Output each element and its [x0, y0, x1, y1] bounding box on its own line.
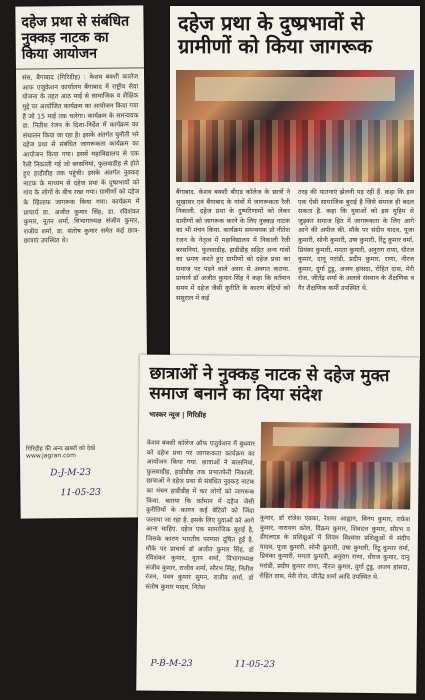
clipping2-column-right: तरह की यातनाएं झेलनी पड़ रही हैं. कहा कि इस एक ऐसी सामाजिक बुराई है जिसे समाज ही बदल सकता है. कहा कि युवाओं को इस मुहिम से जुड़कर समाज हित में जागरूकता के लिए आगे आने की अपील की. मौके पर संदीप यादव, पूजा कुमारी, सोनी कुमारी, उषा कुमारी, रिंटू कुमार वर्मा, प्रियंका कुमारी, ममता कुमारी, अनुराग राणा, धीरज कुमार, दानू मरांडी, प्रदीप कुमार, राणा, नीरज कुमार, दुर्गा टुडू, अजय हांसदा, रोहित दास, मेरी रोज, जीतेंद्र शर्मा के अलावे संस्थान के शैक्षणिक व गैर शैक्षणिक कर्मी उपस्थित थे.: [298, 188, 414, 292]
clipping3-column-right: कुमार, डॉ राजेश एक्का, रेशमा आह्वान, विनय कुमार, राकेश कुमार, नारायण कोल, विक्रम कुमार, शिवदत्त कुमार, सौरभ व डीएलएड के प्रशिक्षुओं में शिवम विश्वास प्रशिक्षुओं में संदीप यादव, पूजा कुमारी, सोनी कुमारी, उषा कुमारी, रिंटू कुमार वर्मा, प्रियंका कुमारी, ममता कुमारी, अनुराग राणा, धीरज कुमार, दानू मरांडी, प्रदीप कुमार राणा, नीरज कुमार, दुर्गा टुडू, अजय हांसदा, रोहित दास, मेरी रोज, जीतेंद्र शर्मा आदि उपस्थित थे.: [259, 513, 411, 581]
clipping3-photo-crowd: [260, 461, 410, 510]
clipping-dainik-bhaskar: [136, 355, 420, 694]
clipping3-handwritten-date: 11-05-23: [234, 659, 276, 670]
clipping3-byline: [139, 410, 419, 422]
clipping3-byline-text: भास्कर न्यूज | गिरिडीह: [149, 410, 207, 420]
clipping3-group-photo: [260, 422, 411, 510]
clipping2-group-photo: [176, 70, 414, 182]
clipping3-column-left: केशव बक्शी कॉलेज ऑफ एजुकेशन में बुधवार को दहेज प्रथा पर जागरूकता कार्यक्रम का आयोजन किया गया. छात्राओं ने बरसनियां, फुलवाडीह, हाडीडीह तक प्रभातफेरी निकाली. छात्राओं ने दहेज प्रथा से संबंधित नुक्कड़ नाटक का मंचन हाडीडीह में कर लोगों को जागरूक किया. बताया कि वर्तमान में दहेज जैसी कुरीतियों के कारण कई बेटियों को जिंदा जलाया जा रहा है. इसके लिए युवाओं को आगे आना चाहिए. दहेज एक सामाजिक बुराई है, जिसके कारण भारतीय परम्परा दूषित हुई है. मौके पर प्राचार्य डॉ अजीत कुमार सिंह, डॉ रविशंकर कुमार, नूतन शर्मा, विभागाध्यक्ष संजीव कुमार, राजीव शर्मा, सौरभ सिंह, नितीश रंजन, पवन कुमार सुमन, राजीव शर्मा, डॉ संतोष कुमार यादव, नितेश: [145, 438, 255, 592]
clipping2-headline: दहेज प्रथा के दुष्प्रभावों से ग्रामीणों को किया जागरूक: [178, 11, 373, 58]
clipping3-photo-banner: [273, 427, 399, 447]
clipping-dainik-jagran: [15, 5, 148, 518]
clipping1-source: गिरिडीह की अन्य ख़बरों को देखें www.jagran.com: [25, 444, 96, 460]
clipping1-body: संस, बैगाबाद (गिरिडीह) : केशव बक्शी कालेज आफ एजुकेशन कार्यालय बैंगाबाद में राष्ट्रीय सेवा योजना के तहत आठ माई से सामाजिक व शैक्षिक मुद्दे पर आयोजित कार्यक्रम का आयोजन किया गया है जो 15 माई तक चलेगा। कार्यक्रम के समन्वयक डा. नितीश रंजन के दिशा-निर्देश में कार्यक्रम का संचालन किया जा रहा है। इसके अंतर्गत चुनौती भरे दहेज प्रथा से संबंधित जागरूकता कार्यक्रम का आयोजन किया गया। इसमें महाविद्यालय से एक रैली निकाली गई जो बरसनियां, फुलवाडीह से होते हुए हाडीडीह तक पहुंची। इसके अंतर्गत नुक्कड़ नाटक के माध्यम से दहेज प्रथा के दुष्प्रभावों को गांव के लोगों के बीच रखा गया। ग्रामीणों को दहेज के खिलाफ जागरूक किया गया। कार्यक्रम में प्राचार्य डा. अजीत कुमार सिंह, डा. रविशंकर कुमार, नूतन शर्मा, विभागाध्यक्ष संजीव कुमार, राजीव शर्मा, डा. संतोष कुमार समेत कई छात्र-छात्राएं उपस्थित थे।: [22, 72, 140, 245]
clipping-prabhat-khabar: [170, 6, 420, 360]
clipping1-handwritten-date: 11-05-23: [60, 487, 101, 499]
clipping1-handwritten-code: D-J-M-23: [50, 467, 92, 479]
clipping3-handwritten-code: P-B-M-23: [150, 658, 193, 670]
clipping2-photo-crowd: [176, 120, 414, 182]
clipping2-column-left: बैंगाबाद. केशव बक्शी बीएड कॉलेज के छात्रों ने सुखासर एवं बैंगाबाद के गांवों में जागरूकता रैली निकाली. दहेज प्रथा के दुष्परिणामों को लेकर ग्रामीणों को जागरूक करने के लिए नुक्कड़ नाटक का भी मंचन किया. कार्यक्रम समन्वयक प्रो नीतेश रंजन के नेतृत्व में महाविद्यालय में निकाली रैली बरसनियां, फुलवाडीह, हाडीडीह सहित अन्य गांवों का भ्रमण करते हुए ग्रामीणों को दहेज प्रथा का समाज पर पड़ने वाले असर से अवगत कराया. प्राचार्य डॉ अजीत कुमार सिंह ने कहा कि वर्तमान समय में दहेज जैसी कुरीति के कारण बेटियों को ससुराल में कई: [176, 188, 290, 302]
clipping3-headline: छात्राओं ने नुक्कड़ नाटक से दहेज मुक्त समाज बनाने का दिया संदेश: [149, 363, 390, 405]
clipping1-headline: दहेज प्रथा से संबंधित नुक्कड़ नाटक का किया आयोजन: [15, 5, 144, 70]
clipping2-photo-banner: [195, 77, 395, 102]
